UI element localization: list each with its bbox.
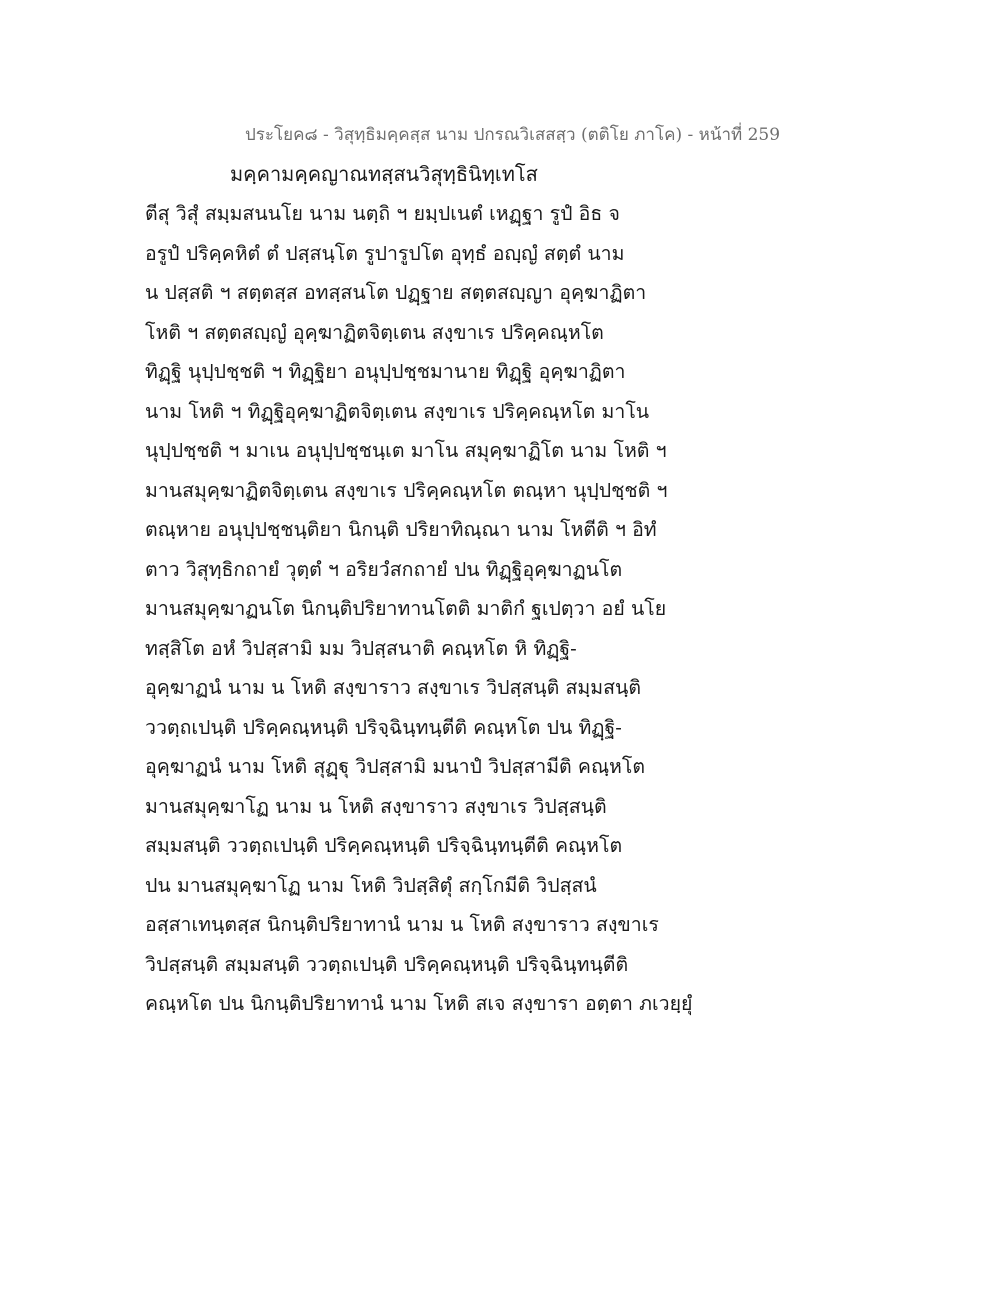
text-line: ตาว วิสุทฺธิกถายํ วุตฺตํ ฯ อริยวํสกถายํ ปน ทิฏฺฐิอุคฺฆาฏนโต — [145, 557, 623, 581]
text-line: ทสฺสิโต อหํ วิปสฺสามิ มม วิปสฺสนาติ คณฺหโต หิ ทิฏฺฐิ- — [145, 636, 577, 660]
text-line: อรูปํ ปริคฺคหิตํ ตํ ปสฺสนฺโต รูปารูปโต อุทฺธํ อญฺญํ สตฺตํ นาม — [145, 241, 625, 265]
text-line: นาม โหติ ฯ ทิฏฺฐิอุคฺฆาฏิตจิตฺเตน สงฺขาเร ปริคฺคณฺหโต มาโน — [145, 399, 650, 423]
text-line: น ปสฺสติ ฯ สตฺตสฺส อทสฺสนโต ปฏฺฐาย สตฺตสญฺญา อุคฺฆาฏิตา — [145, 281, 647, 304]
text-line: ปน มานสมุคฺฆาโฏ นาม โหติ วิปสฺสิตุํ สกฺโกมีติ วิปสฺสนํ — [145, 873, 597, 897]
text-line: มานสมุคฺฆาฏิตจิตฺเตน สงฺขาเร ปริคฺคณฺหโต ตณฺหา นุปฺปชฺชติ ฯ — [145, 478, 668, 502]
text-line: ทิฏฺฐิ นุปฺปชฺชติ ฯ ทิฏฺฐิยา อนุปฺปชฺชมานาย ทิฏฺฐิ อุคฺฆาฏิตา — [145, 360, 626, 383]
text-line: อุคฺฆาฏนํ นาม น โหติ สงฺขาราว สงฺขาเร วิปสฺสนฺติ สมฺมสนฺติ — [145, 676, 641, 699]
section-title: มคฺคามคฺคญาณทสฺสนวิสุทฺธินิทฺเทโส — [230, 162, 538, 186]
text-line: มานสมุคฺฆาโฏ นาม น โหติ สงฺขาราว สงฺขาเร วิปสฺสนฺติ — [145, 794, 607, 818]
text-line: อสฺสาเทนฺตสฺส นิกนฺติปริยาทานํ นาม น โหติ สงฺขาราว สงฺขาเร — [145, 913, 659, 936]
text-line: สมฺมสนฺติ ววตฺถเปนฺติ ปริคฺคณฺหนฺติ ปริจฺฉินฺทนฺตีติ คณฺหโต — [145, 834, 623, 857]
text-line: นุปฺปชฺชติ ฯ มาเน อนุปฺปชฺชนฺเต มาโน สมุคฺฆาฏิโต นาม โหติ ฯ — [145, 439, 667, 462]
text-line: ตณฺหาย อนุปฺปชฺชนฺติยา นิกนฺติ ปริยาทิณฺณา นาม โหตีติ ฯ อิทํ — [145, 518, 657, 541]
text-line: โหติ ฯ สตฺตสญฺญํ อุคฺฆาฏิตจิตฺเตน สงฺขาเร ปริคฺคณฺหโต — [145, 320, 604, 344]
text-line: ตีสุ วิสุํ สมฺมสนนโย นาม นตฺถิ ฯ ยมฺปเนตํ เหฏฺฐา รูปํ อิธ จ — [145, 202, 620, 225]
text-line: อุคฺฆาฏนํ นาม โหติ สุฏฺฐุ วิปสฺสามิ มนาปํ วิปสฺสามีติ คณฺหโต — [145, 755, 646, 778]
text-line: มานสมุคฺฆาฏนโต นิกนฺติปริยาทานโตติ มาติกํ ฐเปตฺวา อยํ นโย — [145, 597, 667, 620]
body-text — [145, 194, 693, 1024]
text-line: คณฺหโต ปน นิกนฺติปริยาทานํ นาม โหติ สเจ สงฺขารา อตฺตา ภเวยฺยุํ — [145, 992, 693, 1015]
text-line: ววตฺถเปนฺติ ปริคฺคณฺหนฺติ ปริจฺฉินฺทนฺตีติ คณฺหโต ปน ทิฏฺฐิ- — [145, 715, 622, 739]
running-header: ประโยค๘ - วิสุทฺธิมคฺคสฺส นาม ปกรณวิเสสสฺว (ตติโย ภาโค) - หน้าที่ 259 — [245, 125, 781, 145]
text-line: วิปสฺสนฺติ สมฺมสนฺติ ววตฺถเปนฺติ ปริคฺคณฺหนฺติ ปริจฺฉินฺทนฺตีติ — [145, 952, 629, 976]
